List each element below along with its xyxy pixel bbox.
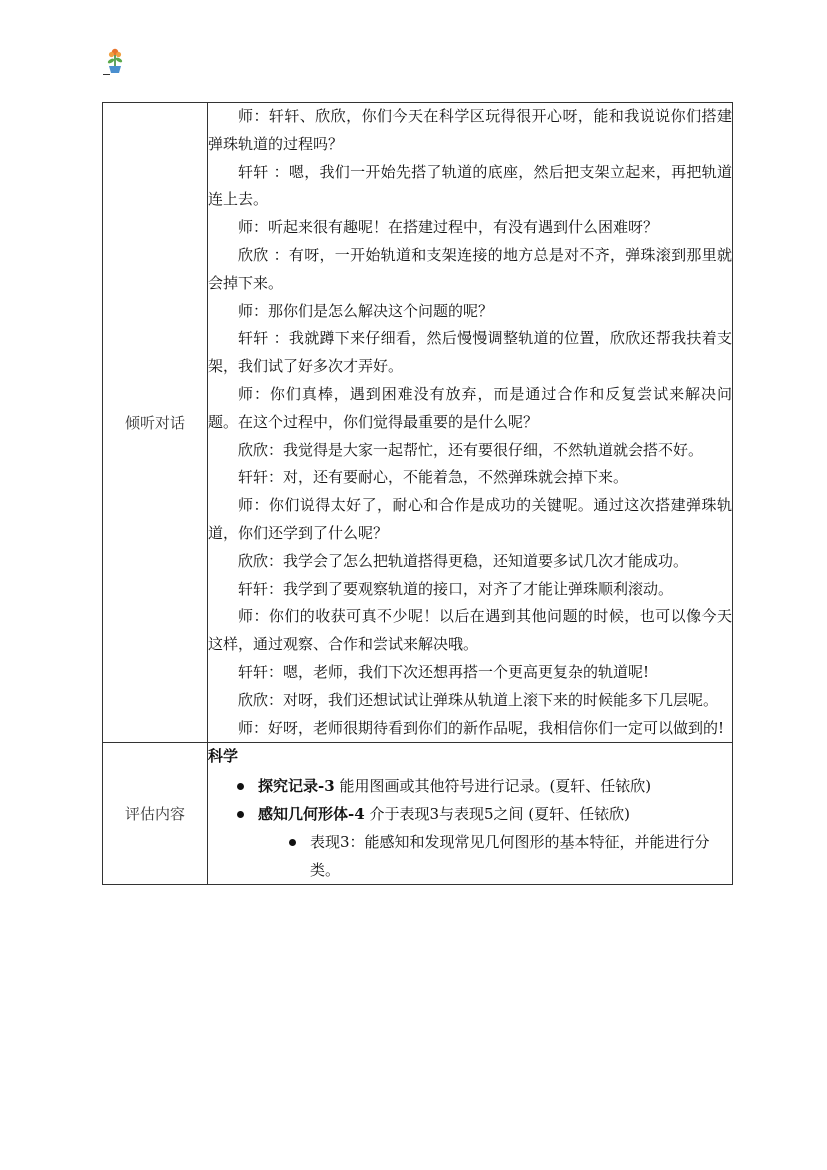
assessment-sub-item xyxy=(208,828,732,884)
dialogue-line: 师：轩轩、欣欣，你们今天在科学区玩得很开心呀，能和我说说你们搭建弹珠轨道的过程吗？ xyxy=(208,107,732,153)
table-row xyxy=(103,743,733,885)
dialogue-line: 轩轩 ：我就蹲下来仔细看，然后慢慢调整轨道的位置，欣欣还帮我扶着支架，我们试了好多次才弄好。 xyxy=(208,329,732,376)
assessment-item xyxy=(208,772,732,800)
bullet-icon xyxy=(237,783,244,790)
assessment-item-title: 探究记录-3 xyxy=(258,777,335,796)
dialogue-line: 轩轩 ：嗯，我们一开始先搭了轨道的底座，然后把支架立起来，再把轨道连上去。 xyxy=(208,162,732,209)
bullet-icon xyxy=(237,811,244,818)
dialogue-line: 欣欣 ：有呀，一开始轨道和支架连接的地方总是对不齐，弹珠滚到那里就会掉下来。 xyxy=(208,245,732,292)
assessment-item-text: 介于表现3与表现5之间 (夏轩、任铱欣) xyxy=(364,805,631,824)
dialogue-line: 欣欣：对呀，我们还想试试让弹珠从轨道上滚下来的时候能多下几层呢。 xyxy=(238,690,719,709)
record-table xyxy=(102,102,733,885)
dialogue-line: 师：你们的收获可真不少呢！以后在遇到其他问题的时候，也可以像今天这样，通过观察、合作和尝试来解决哦。 xyxy=(208,607,732,654)
dialogue-line: 师：听起来很有趣呢！在搭建过程中，有没有遇到什么困难呀？ xyxy=(238,218,659,237)
assessment-list xyxy=(208,772,732,884)
dialogue-cell xyxy=(208,103,733,743)
assessment-item xyxy=(208,800,732,828)
dialogue-line: 欣欣：我学会了怎么把轨道搭得更稳，还知道要多试几次才能成功。 xyxy=(238,551,689,570)
dialogue-line: 师：那你们是怎么解决这个问题的呢？ xyxy=(238,301,494,320)
assessment-cell xyxy=(208,743,733,885)
dialogue-list xyxy=(208,103,732,742)
dialogue-line: 师：你们真棒，遇到困难没有放弃，而是通过合作和反复尝试来解决问题。在这个过程中，你们觉得最重要的是什么呢？ xyxy=(208,384,732,431)
dialogue-line: 师：你们说得太好了，耐心和合作是成功的关键呢。通过这次搭建弹珠轨道，你们还学到了什么呢？ xyxy=(208,496,732,542)
flower-pot-logo-icon xyxy=(104,46,126,76)
bullet-icon xyxy=(289,839,296,846)
header-underline xyxy=(103,74,110,75)
dialogue-line: 欣欣：我觉得是大家一起帮忙，还有要很仔细，不然轨道就会搭不好。 xyxy=(238,440,704,459)
subject-heading: 科学 xyxy=(208,747,239,766)
dialogue-line: 师：好呀，老师很期待看到你们的新作品呢，我相信你们一定可以做到的! xyxy=(238,718,725,737)
dialogue-line: 轩轩：我学到了要观察轨道的接口，对齐了才能让弹珠顺利滚动。 xyxy=(238,579,674,598)
table-row xyxy=(103,103,733,743)
assessment-item-title: 感知几何形体-4 xyxy=(258,805,365,824)
row-label-listening-dialogue: 倾听对话 xyxy=(103,103,208,743)
dialogue-line: 轩轩：对，还有要耐心，不能着急，不然弹珠就会掉下来。 xyxy=(238,468,629,487)
row-label-assessment: 评估内容 xyxy=(103,743,208,885)
assessment-sub-item-text: 表现3：能感知和发现常见几何图形的基本特征，并能进行分类。 xyxy=(310,833,710,880)
dialogue-line: 轩轩：嗯，老师，我们下次还想再搭一个更高更复杂的轨道呢! xyxy=(238,662,650,681)
assessment-item-text: 能用图画或其他符号进行记录。(夏轩、任铱欣) xyxy=(334,777,652,796)
